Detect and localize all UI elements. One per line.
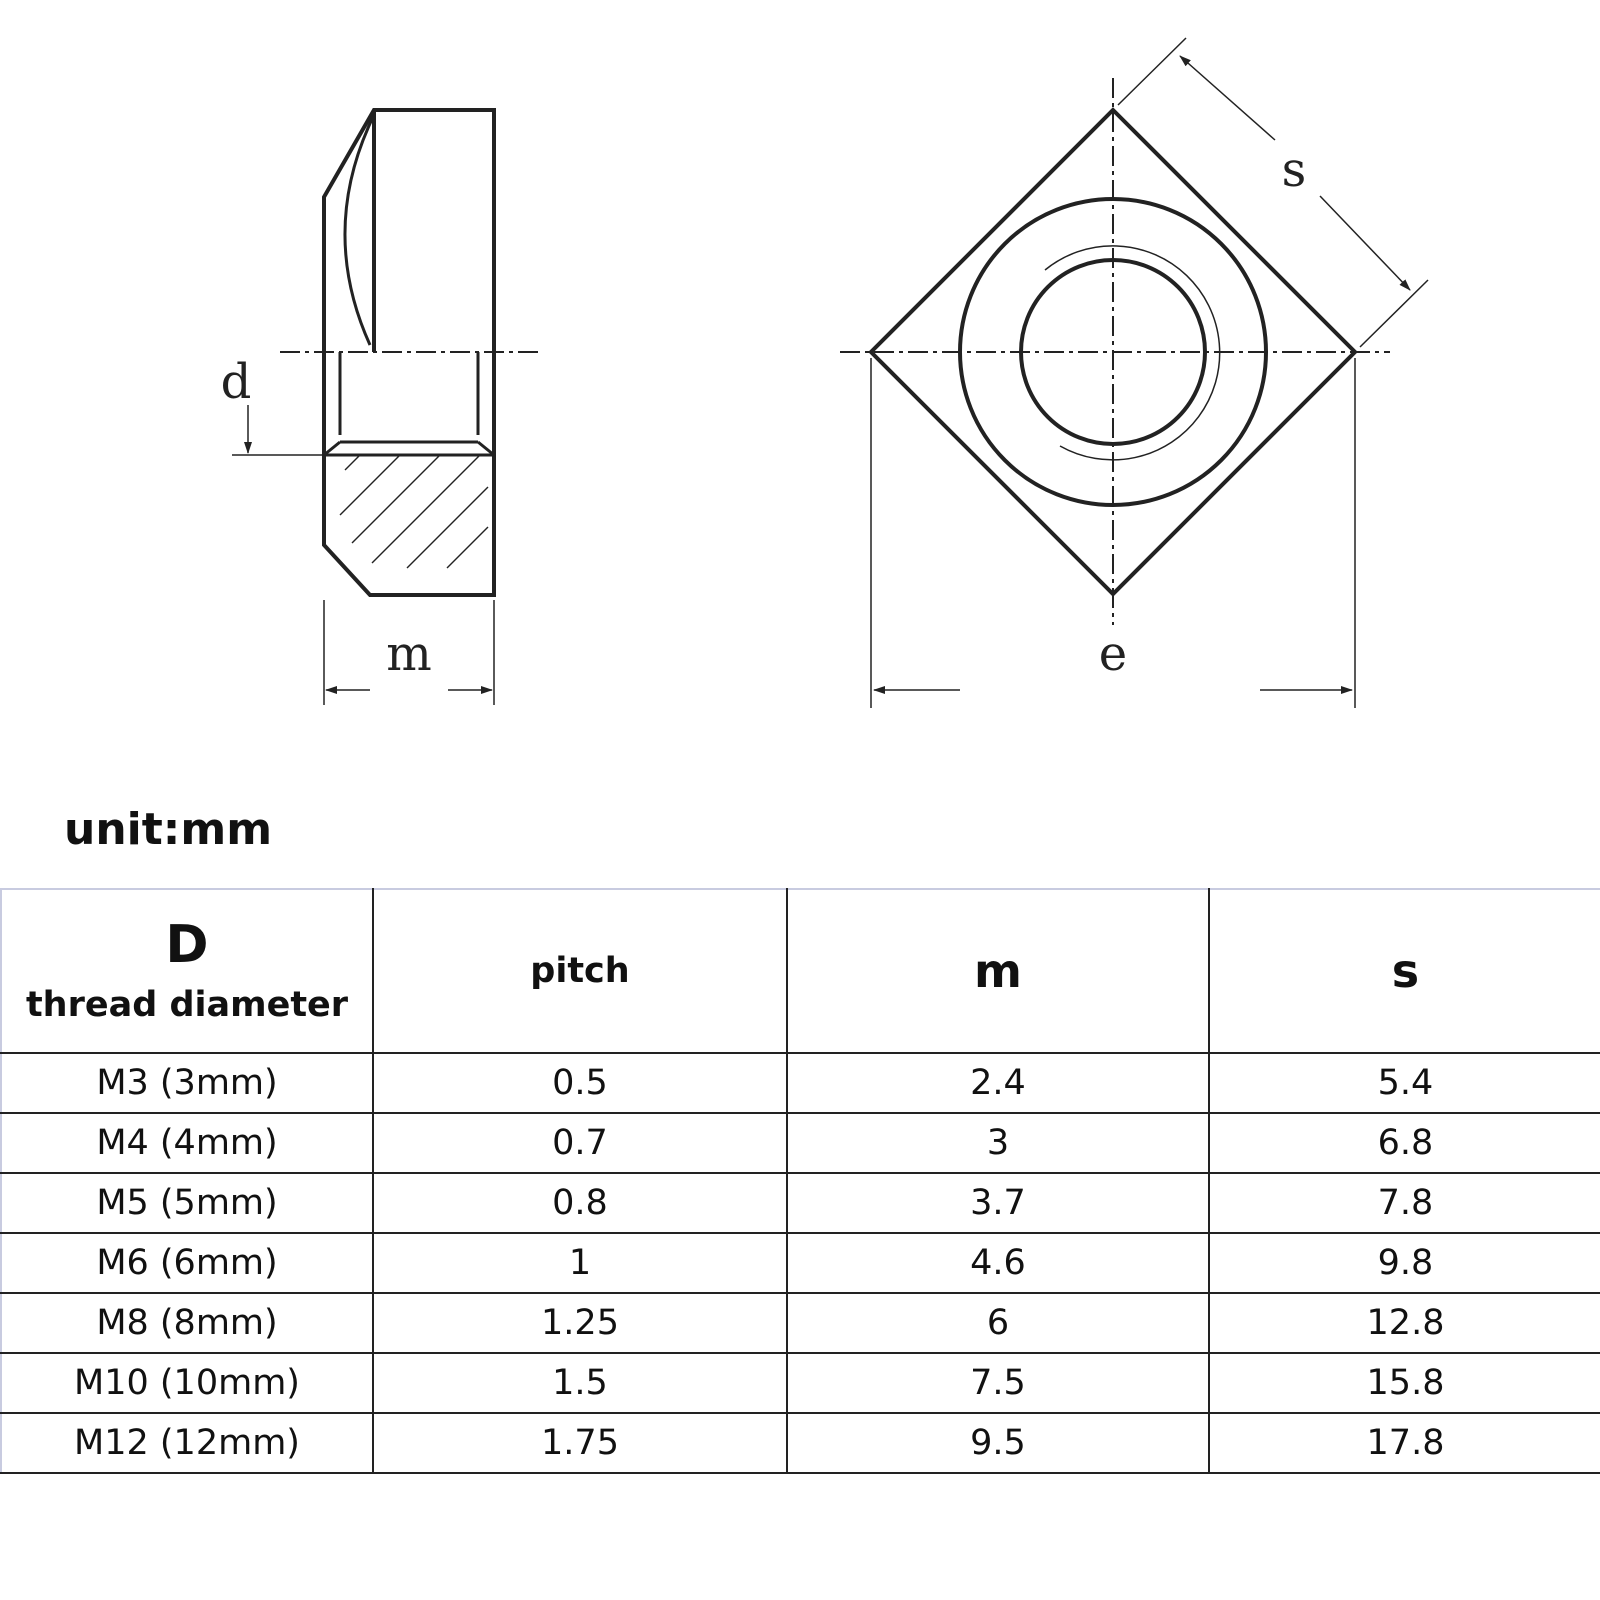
table-row xyxy=(1,1113,1600,1173)
top-view xyxy=(840,38,1428,708)
cell-m: 6 xyxy=(787,1293,1209,1353)
table-row xyxy=(1,1293,1600,1353)
cell-d: M5 (5mm) xyxy=(1,1173,373,1233)
header-s: s xyxy=(1209,889,1600,1053)
table-row xyxy=(1,1233,1600,1293)
table-row xyxy=(1,1413,1600,1473)
square-nut-technical-drawing xyxy=(0,0,1600,780)
cell-d: M12 (12mm) xyxy=(1,1413,373,1473)
spec-table xyxy=(0,888,1600,1474)
header-d-label: D xyxy=(165,915,209,976)
table-row xyxy=(1,1173,1600,1233)
cell-s: 6.8 xyxy=(1209,1113,1600,1173)
cell-pitch: 1.5 xyxy=(373,1353,787,1413)
hatch-pattern xyxy=(340,455,488,568)
side-view xyxy=(232,110,540,705)
cell-s: 7.8 xyxy=(1209,1173,1600,1233)
cell-d: M4 (4mm) xyxy=(1,1113,373,1173)
cell-pitch: 1.25 xyxy=(373,1293,787,1353)
cell-d: M3 (3mm) xyxy=(1,1053,373,1113)
header-m: m xyxy=(787,889,1209,1053)
cell-pitch: 0.7 xyxy=(373,1113,787,1173)
cell-m: 3.7 xyxy=(787,1173,1209,1233)
dim-label-m: m xyxy=(386,626,432,682)
cell-pitch: 1.75 xyxy=(373,1413,787,1473)
header-pitch: pitch xyxy=(373,889,787,1053)
cell-pitch: 1 xyxy=(373,1233,787,1293)
cell-pitch: 0.5 xyxy=(373,1053,787,1113)
cell-d: M8 (8mm) xyxy=(1,1293,373,1353)
cell-d: M10 (10mm) xyxy=(1,1353,373,1413)
cell-m: 9.5 xyxy=(787,1413,1209,1473)
cell-s: 15.8 xyxy=(1209,1353,1600,1413)
cell-pitch: 0.8 xyxy=(373,1173,787,1233)
dim-label-e: e xyxy=(1098,626,1128,682)
unit-label: unit:mm xyxy=(64,804,273,855)
cell-m: 4.6 xyxy=(787,1233,1209,1293)
cell-d: M6 (6mm) xyxy=(1,1233,373,1293)
table-row xyxy=(1,1053,1600,1113)
header-d-sublabel: thread diameter xyxy=(25,984,349,1025)
table-header-row xyxy=(1,889,1600,1053)
cell-s: 12.8 xyxy=(1209,1293,1600,1353)
dim-label-d: d xyxy=(220,354,252,410)
cell-m: 2.4 xyxy=(787,1053,1209,1113)
dim-label-s: s xyxy=(1281,142,1307,198)
table-row xyxy=(1,1353,1600,1413)
cell-s: 5.4 xyxy=(1209,1053,1600,1113)
cell-s: 17.8 xyxy=(1209,1413,1600,1473)
cell-m: 3 xyxy=(787,1113,1209,1173)
cell-s: 9.8 xyxy=(1209,1233,1600,1293)
header-thread-diameter xyxy=(1,889,373,1053)
cell-m: 7.5 xyxy=(787,1353,1209,1413)
